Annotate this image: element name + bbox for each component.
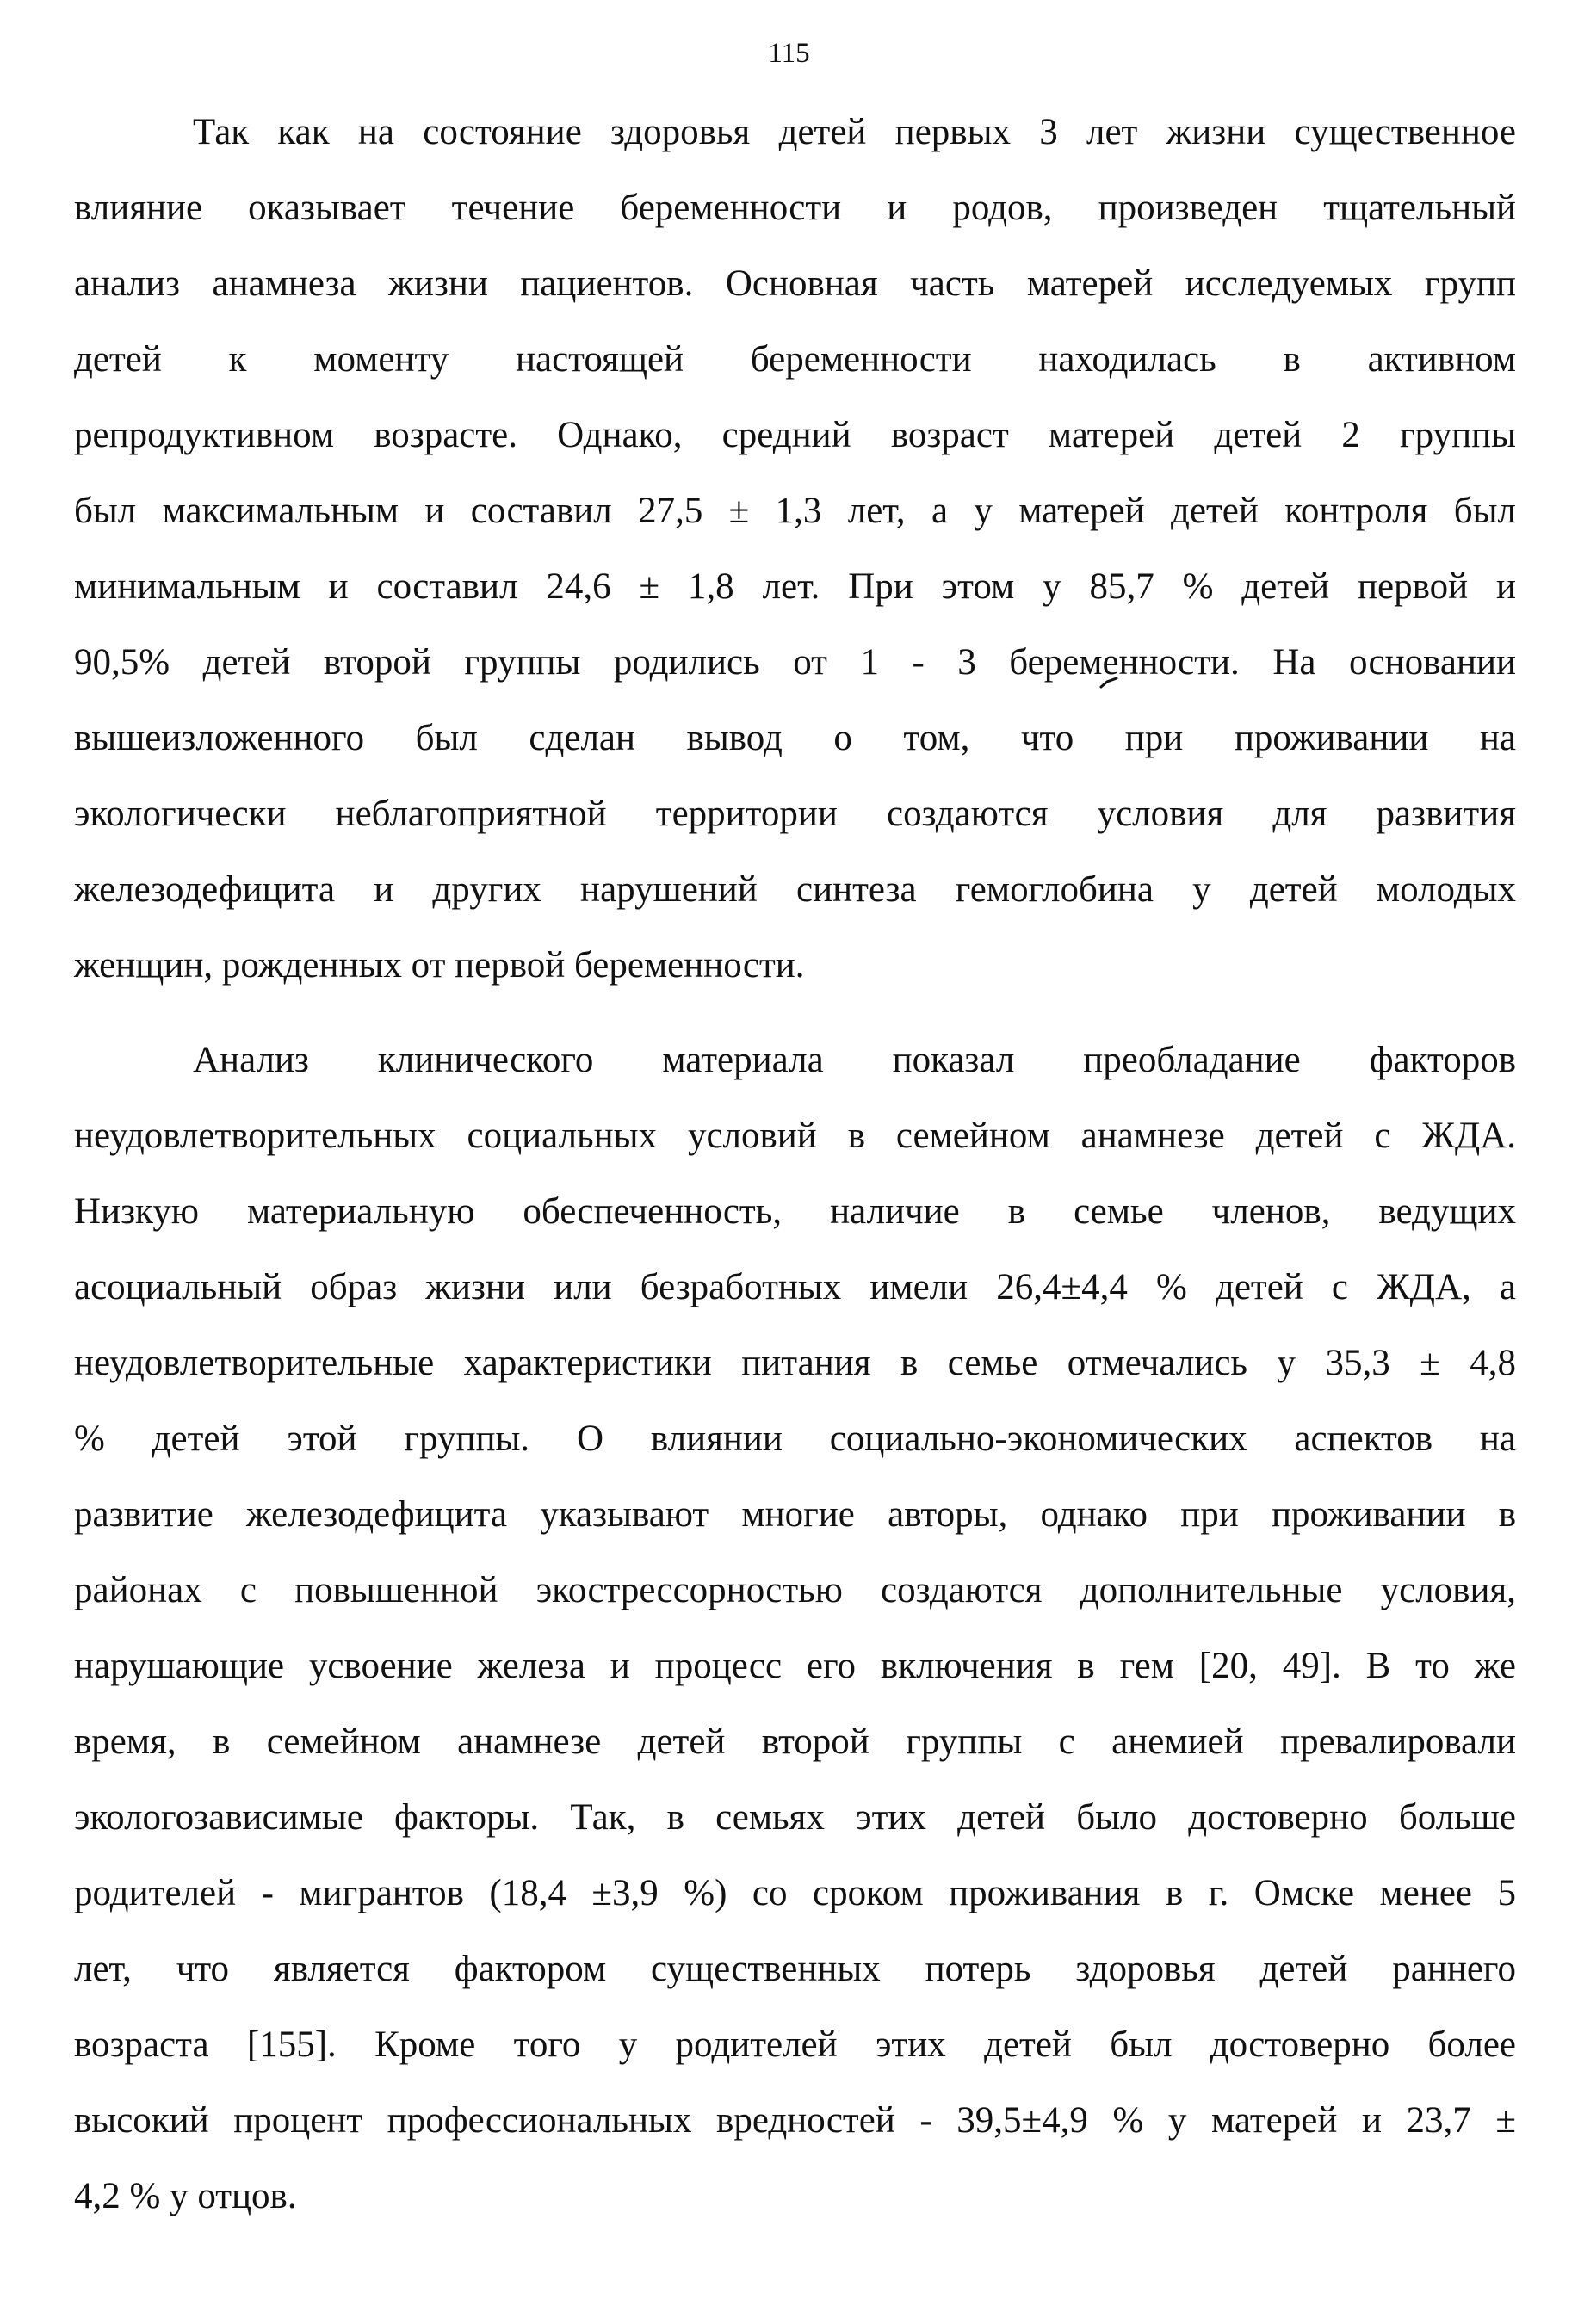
- text-line: минимальным и составил 24,6 ± 1,8 лет. При этом у 85,7 % детей первой и: [74, 566, 1516, 607]
- text-line: % детей этой группы. О влиянии социально-экономических аспектов на: [74, 1419, 1516, 1459]
- pen-mark-icon: [1099, 677, 1118, 690]
- text-line: время, в семейном анамнезе детей второй группы с анемией превалировали: [74, 1721, 1516, 1762]
- text-line: Низкую материальную обеспеченность, наличие в семье членов, ведущих: [74, 1191, 1516, 1232]
- text-line: Так как на состояние здоровья детей первых 3 лет жизни существенное: [193, 112, 1516, 152]
- text-line: неудовлетворительные характеристики питания в семье отмечались у 35,3 ± 4,8: [74, 1343, 1516, 1383]
- text-line: районах с повышенной экострессорностью создаются дополнительные условия,: [74, 1570, 1516, 1610]
- text-line: лет, что является фактором существенных потерь здоровья детей раннего: [74, 1949, 1516, 1989]
- page-number: 115: [768, 38, 810, 69]
- text-line: вышеизложенного был сделан вывод о том, что при проживании на: [74, 718, 1516, 758]
- text-line: репродуктивном возрасте. Однако, средний возраст матерей детей 2 группы: [74, 415, 1516, 455]
- text-line: детей к моменту настоящей беременности находилась в активном: [74, 339, 1516, 380]
- text-line: развитие железодефицита указывают многие авторы, однако при проживании в: [74, 1494, 1516, 1535]
- text-line: влияние оказывает течение беременности и родов, произведен тщательный: [74, 188, 1516, 228]
- text-line: нарушающие усвоение железа и процесс его включения в гем [20, 49]. В то же: [74, 1646, 1516, 1686]
- text-line: возраста [155]. Кроме того у родителей этих детей был достоверно более: [74, 2024, 1516, 2065]
- text-line: экологозависимые факторы. Так, в семьях этих детей было достоверно больше: [74, 1797, 1516, 1838]
- text-line: неудовлетворительных социальных условий в семейном анамнезе детей с ЖДА.: [74, 1116, 1516, 1156]
- text-line: асоциальный образ жизни или безработных имели 26,4±4,4 % детей с ЖДА, а: [74, 1267, 1516, 1307]
- text-line: 4,2 % у отцов.: [74, 2176, 297, 2216]
- text-line: 90,5% детей второй группы родились от 1 - 3 беременности. На основании: [74, 642, 1516, 683]
- text-line: Анализ клинического материала показал преобладание факторов: [193, 1040, 1516, 1080]
- text-line: был максимальным и составил 27,5 ± 1,3 лет, а у матерей детей контроля был: [74, 491, 1516, 531]
- text-line: родителей - мигрантов (18,4 ±3,9 %) со сроком проживания в г. Омске менее 5: [74, 1873, 1516, 1913]
- text-line: железодефицита и других нарушений синтеза гемоглобина у детей молодых: [74, 869, 1516, 910]
- text-line: высокий процент профессиональных вредностей - 39,5±4,9 % у матерей и 23,7 ±: [74, 2100, 1516, 2141]
- text-line: женщин, рожденных от первой беременности.: [74, 945, 805, 986]
- text-line: анализ анамнеза жизни пациентов. Основная часть матерей исследуемых групп: [74, 263, 1516, 304]
- text-line: экологически неблагоприятной территории создаются условия для развития: [74, 794, 1516, 834]
